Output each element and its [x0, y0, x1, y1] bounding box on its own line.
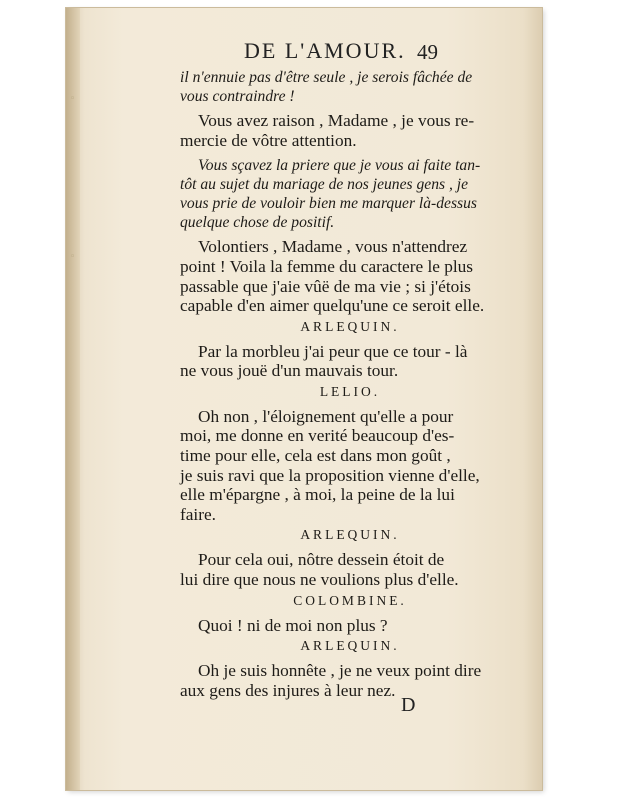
text-line: tôt au sujet du mariage de nos jeunes gens , je	[180, 175, 469, 193]
signature-mark: D	[401, 694, 416, 716]
speaker-name: ARLEQUIN.	[300, 527, 400, 543]
text-line: Quoi ! ni de moi non plus ?	[198, 615, 388, 635]
text-line: point ! Voila la femme du caractere le plus	[180, 256, 474, 276]
text-line: mercie de vôtre attention.	[180, 130, 357, 150]
running-title: DE L'AMOUR.	[244, 38, 406, 63]
text-line: capable d'en aimer quelqu'une ce seroit elle.	[180, 296, 485, 316]
text-line: quelque chose de positif.	[180, 214, 335, 232]
text-line: aux gens des injures à leur nez.	[180, 680, 396, 700]
speaker-name: COLOMBINE.	[293, 592, 407, 608]
text-line: faire.	[180, 504, 216, 524]
text-line: elle m'épargne , à moi, la peine de la lui	[180, 485, 455, 505]
text-line: time pour elle, cela est dans mon goût ,	[180, 446, 451, 466]
speaker-name: ARLEQUIN.	[300, 638, 400, 654]
text-line: Volontiers , Madame , vous n'attendrez	[198, 237, 468, 257]
text-line: passable que j'aie vûë de ma vie ; si j'étois	[180, 276, 471, 296]
text-line: il n'ennuie pas d'être seule , je serois fâchée de	[180, 69, 473, 86]
text-line: Oh je suis honnête , je ne veux point dire	[198, 661, 482, 681]
text-line: lui dire que nous ne voulions plus d'elle.	[180, 570, 459, 590]
speaker-name: LELIO.	[319, 383, 381, 399]
text-line: je suis ravi que la proposition vienne d'elle,	[180, 465, 480, 485]
book-page	[66, 8, 542, 790]
text-line: Vous sçavez la priere que je vous ai faite tan-	[198, 156, 481, 174]
page-binding	[66, 8, 80, 790]
page-number: 49	[417, 40, 438, 64]
text-line: ne vous jouë d'un mauvais tour.	[180, 361, 399, 381]
text-line: vous contraindre !	[180, 88, 295, 106]
speaker-name: ARLEQUIN.	[300, 318, 400, 334]
text-line: moi, me donne en verité beaucoup d'es-	[180, 426, 455, 446]
text-line: Vous avez raison , Madame , je vous re-	[198, 111, 475, 131]
margin-mark: ◦	[70, 252, 76, 262]
page-text	[180, 68, 520, 700]
text-line: Pour cela oui, nôtre dessein étoit de	[198, 550, 445, 570]
text-line: Par la morbleu j'ai peur que ce tour - là	[198, 341, 468, 361]
margin-mark: ◦	[70, 94, 76, 104]
text-line: vous prie de vouloir bien me marquer là-dessus	[180, 194, 477, 212]
text-line: Oh non , l'éloignement qu'elle a pour	[198, 406, 454, 426]
